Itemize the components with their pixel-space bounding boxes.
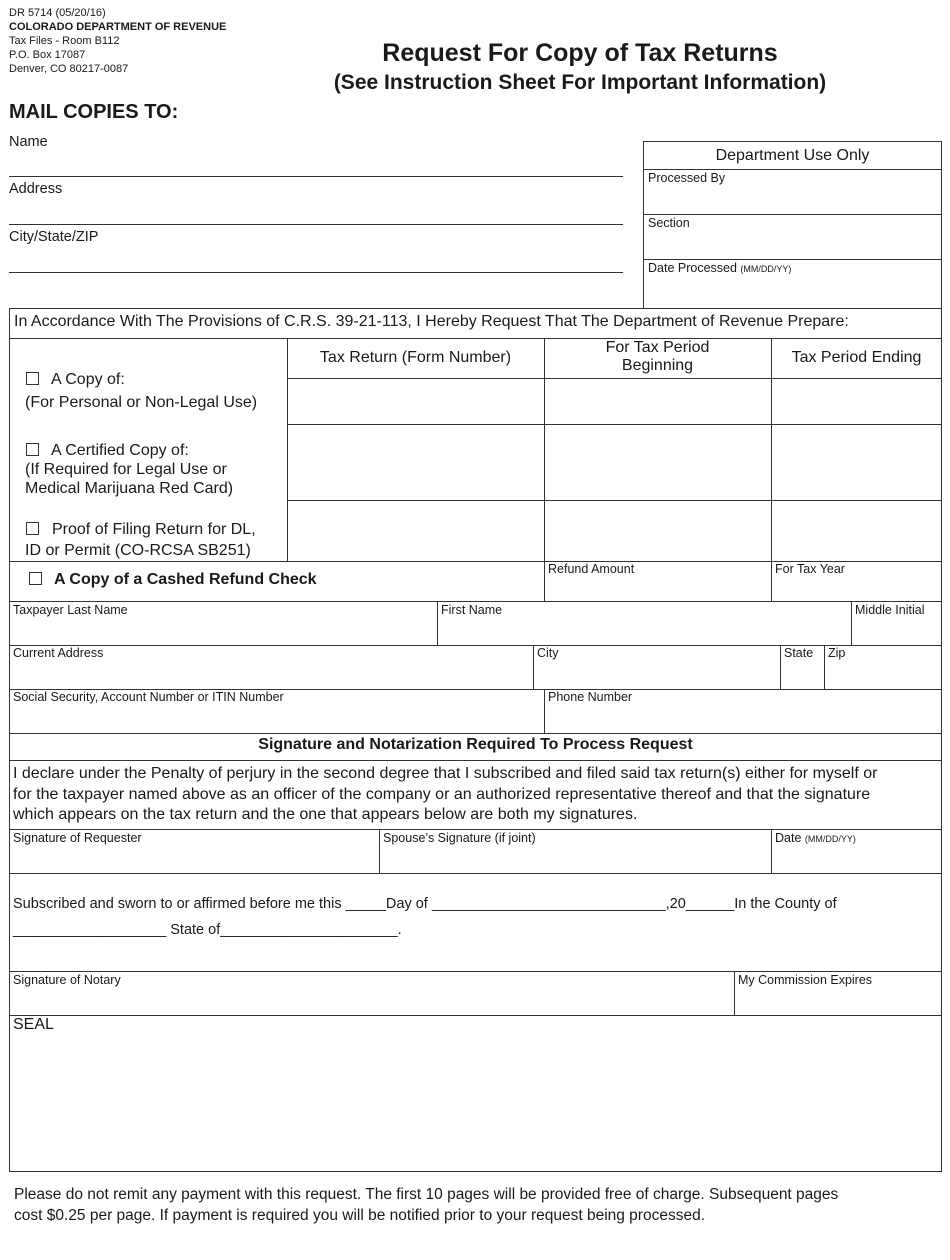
col-period-beginning-2: Beginning (621, 357, 694, 374)
divider (9, 1015, 942, 1016)
current-address-label: Current Address (13, 646, 104, 660)
divider (9, 829, 942, 830)
divider (287, 338, 288, 562)
option-copy-note: (For Personal or Non-Legal Use) (25, 394, 258, 411)
col-form-number: Tax Return (Form Number) (319, 349, 512, 366)
divider (544, 689, 545, 733)
proof-of-filing-checkbox[interactable] (26, 522, 39, 535)
cashed-refund-checkbox[interactable] (29, 572, 42, 585)
taxpayer-middle-initial-field[interactable] (855, 621, 938, 641)
taxpayer-last-name-label: Taxpayer Last Name (13, 603, 128, 617)
signature-date-label: Date (775, 831, 802, 845)
row3-period-begin[interactable] (549, 516, 767, 546)
divider (379, 829, 380, 873)
signature-date-format: (MM/DD/YY) (804, 834, 856, 844)
row1-period-end[interactable] (776, 386, 938, 416)
divider (437, 601, 438, 645)
option-proof-note: ID or Permit (CO-RCSA SB251) (25, 542, 251, 559)
mail-address-field[interactable] (10, 202, 620, 222)
section-label: Section (648, 216, 690, 230)
phone-label: Phone Number (548, 690, 633, 704)
address-line-1: Tax Files - Room B112 (9, 35, 120, 47)
processed-by-label: Processed By (648, 171, 726, 185)
refund-amount-field[interactable] (549, 579, 767, 597)
option-cashed-refund-label: A Copy of a Cashed Refund Check (54, 571, 317, 588)
option-proof-label: Proof of Filing Return for DL, (52, 521, 256, 538)
commission-expires-field[interactable] (738, 991, 938, 1011)
mail-address-line (9, 224, 623, 225)
taxpayer-first-name-label: First Name (441, 603, 503, 617)
mail-name-field[interactable] (10, 154, 620, 174)
col-period-beginning-1: For Tax Period (605, 339, 710, 356)
requester-signature-field[interactable] (13, 849, 375, 869)
row2-period-begin[interactable] (549, 446, 767, 476)
taxpayer-last-name-field[interactable] (13, 621, 433, 641)
divider (9, 760, 942, 761)
divider (9, 601, 942, 602)
mail-copies-heading: MAIL COPIES TO: (9, 101, 179, 123)
seal-label: SEAL (13, 1016, 54, 1033)
zip-label: Zip (828, 646, 846, 660)
copy-checkbox[interactable] (26, 372, 39, 385)
refund-amount-label: Refund Amount (548, 562, 635, 576)
city-label: City (537, 646, 559, 660)
signature-date-field[interactable] (775, 849, 938, 869)
row2-period-end[interactable] (776, 446, 938, 476)
mail-address-label: Address (9, 181, 63, 197)
mail-city-field[interactable] (10, 250, 620, 270)
declaration-line-1: I declare under the Penalty of perjury in the second degree that I subscribed and filed said tax return(s) either for myself or (13, 765, 878, 782)
date-processed-label: Date Processed (648, 261, 737, 275)
col-period-ending: Tax Period Ending (791, 349, 922, 366)
notary-signature-field[interactable] (13, 991, 730, 1011)
form-id: DR 5714 (05/20/16) (9, 7, 106, 19)
page-title: Request For Copy of Tax Returns (382, 39, 778, 67)
divider (851, 601, 852, 645)
divider (643, 169, 942, 170)
row1-form-number[interactable] (292, 386, 540, 416)
mail-city-line (9, 272, 623, 273)
footer-line-1: Please do not remit any payment with this request. The first 10 pages will be provided free of charge. Subsequent pages (14, 1186, 839, 1203)
option-certified-label: A Certified Copy of: (51, 442, 189, 459)
divider (287, 424, 942, 425)
mail-name-label: Name (9, 134, 48, 150)
divider (9, 338, 942, 339)
state-label: State (784, 646, 814, 660)
divider (533, 645, 534, 689)
date-processed-format: (MM/DD/YY) (740, 264, 792, 274)
ssn-field[interactable] (13, 708, 540, 728)
phone-field[interactable] (548, 708, 938, 728)
divider (734, 971, 735, 1015)
divider (780, 645, 781, 689)
address-line-2: P.O. Box 17087 (9, 49, 86, 61)
row2-form-number[interactable] (292, 446, 540, 476)
divider (771, 829, 772, 873)
request-statement: In Accordance With The Provisions of C.R.S. 39-21-113, I Hereby Request That The Department of Revenue Prepare: (14, 313, 849, 330)
state-field[interactable] (784, 664, 820, 684)
footer-line-2: cost $0.25 per page. If payment is required you will be notified prior to your request being processed. (14, 1207, 706, 1224)
zip-field[interactable] (828, 664, 938, 684)
address-line-3: Denver, CO 80217-0087 (9, 63, 129, 75)
mail-city-label: City/State/ZIP (9, 229, 99, 245)
divider (287, 378, 942, 379)
divider (643, 214, 942, 215)
sworn-line-1: Subscribed and sworn to or affirmed before me this _____Day of _____________________________,20______In the County of (13, 896, 837, 912)
notary-signature-label: Signature of Notary (13, 973, 121, 987)
divider (643, 259, 942, 260)
option-certified-note-2: Medical Marijuana Red Card) (25, 480, 234, 497)
taxpayer-first-name-field[interactable] (441, 621, 847, 641)
row3-period-end[interactable] (776, 516, 938, 546)
taxpayer-middle-initial-label: Middle Initial (855, 603, 925, 617)
certified-copy-checkbox[interactable] (26, 443, 39, 456)
divider (9, 971, 942, 972)
declaration-line-3: which appears on the tax return and the one that appears below are both my signatures. (13, 806, 638, 823)
divider (9, 733, 942, 734)
department-name: COLORADO DEPARTMENT OF REVENUE (9, 21, 227, 33)
divider (9, 873, 942, 874)
divider (9, 561, 544, 562)
requester-signature-label: Signature of Requester (13, 831, 142, 845)
commission-expires-label: My Commission Expires (738, 973, 873, 987)
department-use-heading: Department Use Only (715, 147, 870, 164)
page-subtitle: (See Instruction Sheet For Important Information) (333, 71, 827, 94)
for-tax-year-field[interactable] (776, 579, 938, 597)
option-copy-label: A Copy of: (51, 371, 125, 388)
signature-heading: Signature and Notarization Required To Process Request (258, 736, 693, 753)
declaration-line-2: for the taxpayer named above as an officer of the company or an authorized representative thereof and that the signature (13, 785, 871, 803)
mail-name-line (9, 176, 623, 177)
city-field[interactable] (537, 664, 776, 684)
option-certified-note-1: (If Required for Legal Use or (25, 461, 227, 478)
row1-period-begin[interactable] (549, 386, 767, 416)
for-tax-year-label: For Tax Year (775, 562, 845, 576)
spouse-signature-label: Spouse’s Signature (if joint) (383, 831, 536, 845)
ssn-label: Social Security, Account Number or ITIN Number (13, 690, 284, 704)
divider (287, 500, 942, 501)
divider (824, 645, 825, 689)
spouse-signature-field[interactable] (383, 849, 767, 869)
current-address-field[interactable] (13, 664, 529, 684)
row3-form-number[interactable] (292, 516, 540, 546)
sworn-line-2: ___________________ State of______________________. (13, 922, 402, 938)
